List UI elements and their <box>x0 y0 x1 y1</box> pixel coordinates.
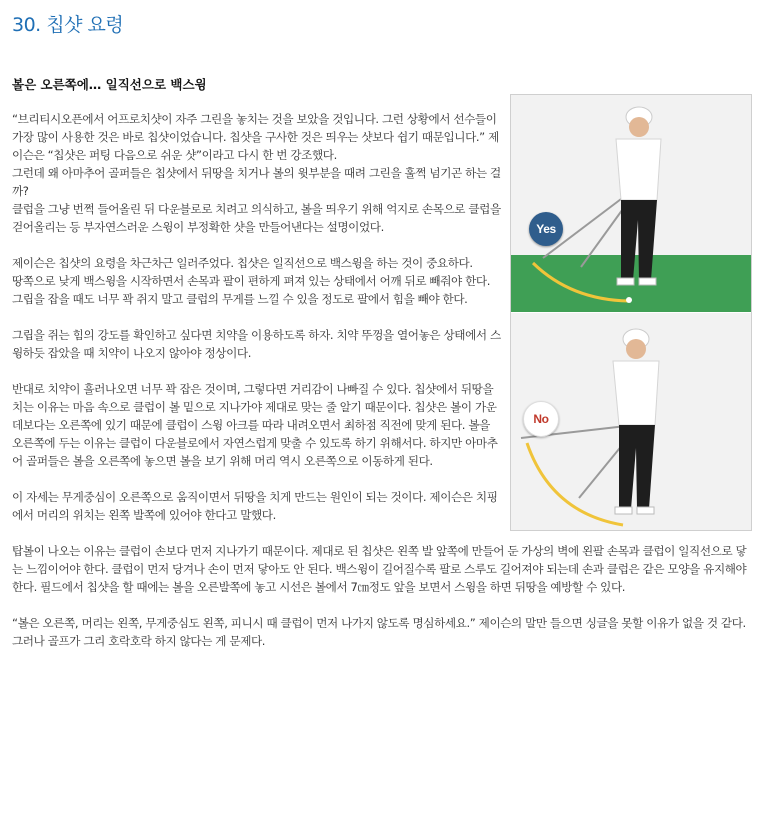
paragraph-line: 그립을 잡을 때도 너무 꽉 쥐지 말고 클럽의 무게를 느낄 수 있을 정도로 팔에서 힘을 빼야 한다. <box>12 292 468 306</box>
paragraph-line: 땅쪽으로 낮게 백스윙을 시작하면서 손목과 팔이 편하게 펴져 있는 상태에서 어깨 뒤로 빼줘야 한다. <box>12 274 490 288</box>
paragraph: 탑볼이 나오는 이유는 클럽이 손보다 먼저 지나가기 때문이다. 제대로 된 칩샷은 왼쪽 발 앞쪽에 만들어 둔 가상의 벽에 왼팔 손목과 클럽이 일직선으로 닿는 느낌이어야 한다. 클럽이 먼저 당겨나 손이 먼저 닿아도 안 된다. 백스윙이 길어질수록 팔로 스루도 길어져야 되는데 손과 클럽은 같은 모양을 유지해야 한다. 필드에서 칩샷을 할 때에는 볼을 오른발쪽에 놓고 시선은 볼에서 7㎝정도 앞을 보면서 스윙을 하면 뒤땅을 예방할 수 있다. <box>12 544 747 594</box>
page-title: 30. 칩샷 요령 <box>12 14 124 36</box>
figure-panel-yes <box>511 95 751 312</box>
article-body <box>12 110 752 668</box>
paragraph-line: 그런데 왜 아마추어 골퍼들은 칩샷에서 뒤땅을 치거나 볼의 윗부분을 때려 그린을 훌쩍 넘기곤 하는 걸까? <box>12 166 501 198</box>
paragraph: 이 자세는 무게중심이 오른쪽으로 움직이면서 뒤땅을 치게 만드는 원인이 되는 것이다. 제이슨은 치핑에서 머리의 위치는 왼쪽 발쪽에 있어야 한다고 말했다. <box>12 490 498 522</box>
golfer-yes-illustration <box>511 95 751 312</box>
paragraph: “볼은 오른쪽, 머리는 왼쪽, 무게중심도 왼쪽, 피니시 때 클럽이 먼저 나가지 않도록 명심하세요.” 제이슨의 말만 들으면 싱글을 못할 이유가 없을 것 같다. 그러나 골프가 그리 호락호락 하지 않다는 게 문제다. <box>12 616 746 648</box>
no-badge: No <box>523 401 559 437</box>
paragraph-line: “브리티시오픈에서 어프로치샷이 자주 그린을 놓치는 것을 보았을 것입니다. 그런 상황에서 선수들이 가장 많이 사용한 것은 바로 칩샷이었습니다. 칩샷을 구사한 것은 띄우는 샷보다 쉽기 때문입니다.” 제이슨은 “칩샷은 퍼팅 다음으로 쉬운 샷”이라고 다시 한 번 강조했다. <box>12 112 499 162</box>
figure-panel-no <box>511 313 751 530</box>
paragraph-line: 클럽을 그냥 번쩍 들어올린 뒤 다운블로로 치려고 의식하고, 볼을 띄우기 위해 억지로 손목으로 클럽을 걷어올리는 등 부자연스러운 스윙이 부정확한 샷을 만들어낸다는 설명이었다. <box>12 202 501 234</box>
section-subtitle: 볼은 오른쪽에… 일직선으로 백스윙 <box>12 77 207 92</box>
yes-badge: Yes <box>529 212 563 246</box>
paragraph: 반대로 치약이 흘러나오면 너무 꽉 잡은 것이며, 그렇다면 거리감이 나빠질 수 있다. 칩샷에서 뒤땅을 치는 이유는 마음 속으로 클럽이 볼 밑으로 지나가야 제대로 맞는 줄 알기 때문이다. 칩샷은 볼이 가운데보다는 오른쪽에 있기 때문에 클럽이 스윙 아크를 따라 내려오면서 최하점 직전에 맞게 된다. 볼을 오른쪽에 두는 이유는 클럽이 다운블로에서 자연스럽게 맞출 수 있도록 하기 위해서다. 하지만 아마추어 골퍼들은 볼을 오른쪽에 놓으면 볼을 보기 위해 머리 역시 오른쪽으로 이동하게 된다. <box>12 382 498 468</box>
chip-shot-figure <box>510 94 752 531</box>
paragraph-line: 제이슨은 칩샷의 요령을 차근차근 일러주었다. 칩샷은 일직선으로 백스윙을 하는 것이 중요하다. <box>12 256 473 270</box>
paragraph: 그립을 쥐는 힘의 강도를 확인하고 싶다면 치약을 이용하도록 하자. 치약 뚜껑을 열어놓은 상태에서 스윙하듯 잡았을 때 치약이 나오지 않아야 정상이다. <box>12 328 501 360</box>
